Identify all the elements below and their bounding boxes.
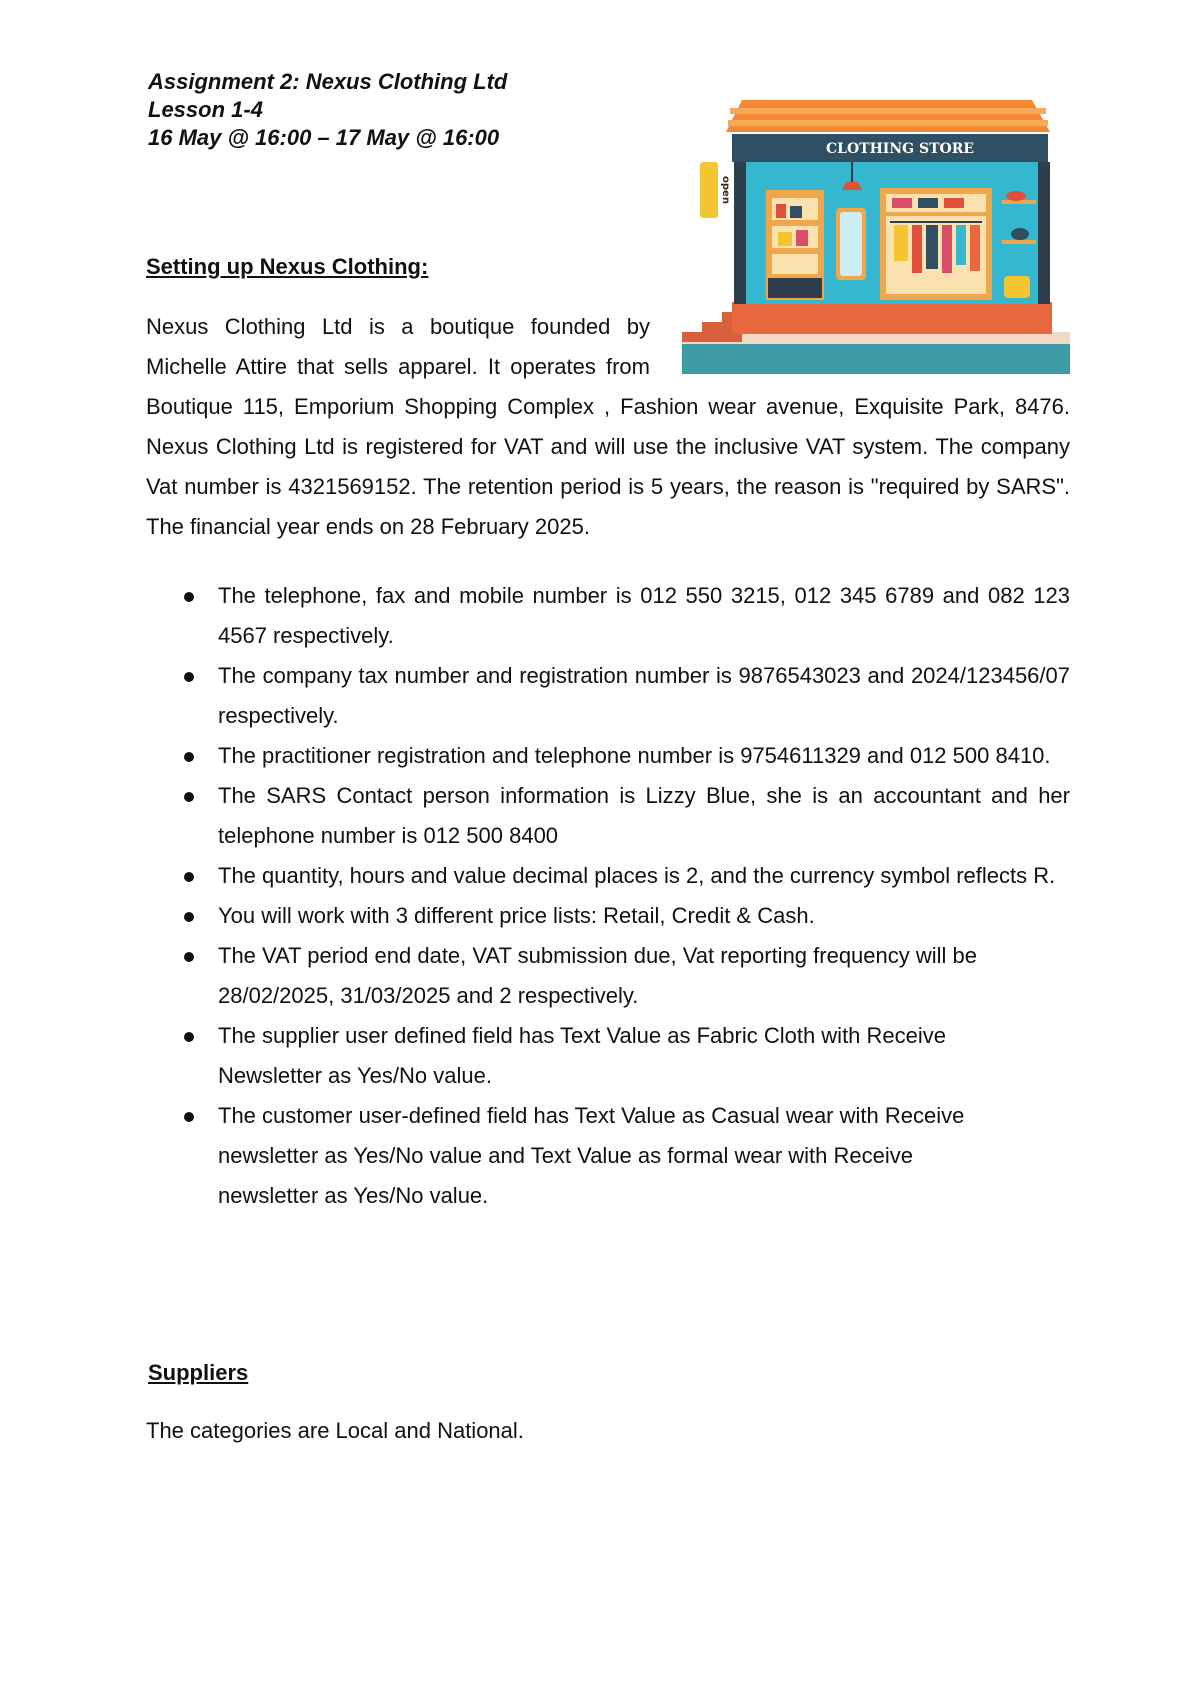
store-sign-text: CLOTHING STORE [825, 141, 975, 157]
bullet-icon [184, 792, 194, 802]
open-sign-text: open [720, 176, 731, 204]
bullet-icon [184, 592, 194, 602]
list-item: The SARS Contact person information is Lizzy Blue, she is an accountant and her telephone number is 012 500 8400 [146, 776, 1070, 856]
setup-heading: Setting up Nexus Clothing: [146, 254, 429, 279]
intro-text: Nexus Clothing Ltd is a boutique founded by Michelle Attire that sells apparel. It operates from Boutique 115, Emporium Shopping Complex , Fashion wear avenue, Exquisite Park, 8476. Nexus Clothing Ltd is registered for VAT and will use the inclusive VAT system. The company Vat number is 4321569152. The retention period is 5 years, the reason is "required by SARS". The financial year ends on 28 February 2025. [146, 314, 1070, 539]
intro-paragraph [146, 307, 1070, 547]
bullet-icon [184, 1112, 194, 1122]
due-date-range: 16 May @ 16:00 – 17 May @ 16:00 [148, 125, 500, 150]
suppliers-heading: Suppliers [148, 1360, 249, 1385]
list-item: The company tax number and registration number is 9876543023 and 2024/123456/07 respectively. [146, 656, 1070, 736]
bullet-icon [184, 952, 194, 962]
list-item: The quantity, hours and value decimal places is 2, and the currency symbol reflects R. [146, 856, 1070, 896]
bullet-icon [184, 912, 194, 922]
bullet-icon [184, 872, 194, 882]
assignment-title: Assignment 2: Nexus Clothing Ltd [148, 69, 508, 94]
list-item: You will work with 3 different price lists: Retail, Credit & Cash. [146, 896, 1070, 936]
bullet-icon [184, 672, 194, 682]
image-wrap-spacer [650, 307, 1070, 387]
list-item: The VAT period end date, VAT submission due, Vat reporting frequency will be 28/02/2025, 31/03/2025 and 2 respectively. [146, 936, 1070, 1016]
bullet-icon [184, 752, 194, 762]
bullet-icon [184, 1032, 194, 1042]
assignment-header [148, 68, 507, 152]
list-item: The supplier user defined field has Text Value as Fabric Cloth with Receive Newsletter as Yes/No value. [146, 1016, 1070, 1096]
suppliers-text: The categories are Local and National. [146, 1418, 524, 1443]
lesson-label: Lesson 1-4 [148, 97, 263, 122]
list-item: The practitioner registration and telephone number is 9754611329 and 012 500 8410. [146, 736, 1070, 776]
list-item: The customer user-defined field has Text Value as Casual wear with Receive newsletter as Yes/No value and Text Value as formal wear with Receive newsletter as Yes/No value. [146, 1096, 1070, 1216]
list-item: The telephone, fax and mobile number is 012 550 3215, 012 345 6789 and 082 123 4567 respectively. [146, 576, 1070, 656]
settings-bullet-list [146, 576, 1070, 1216]
